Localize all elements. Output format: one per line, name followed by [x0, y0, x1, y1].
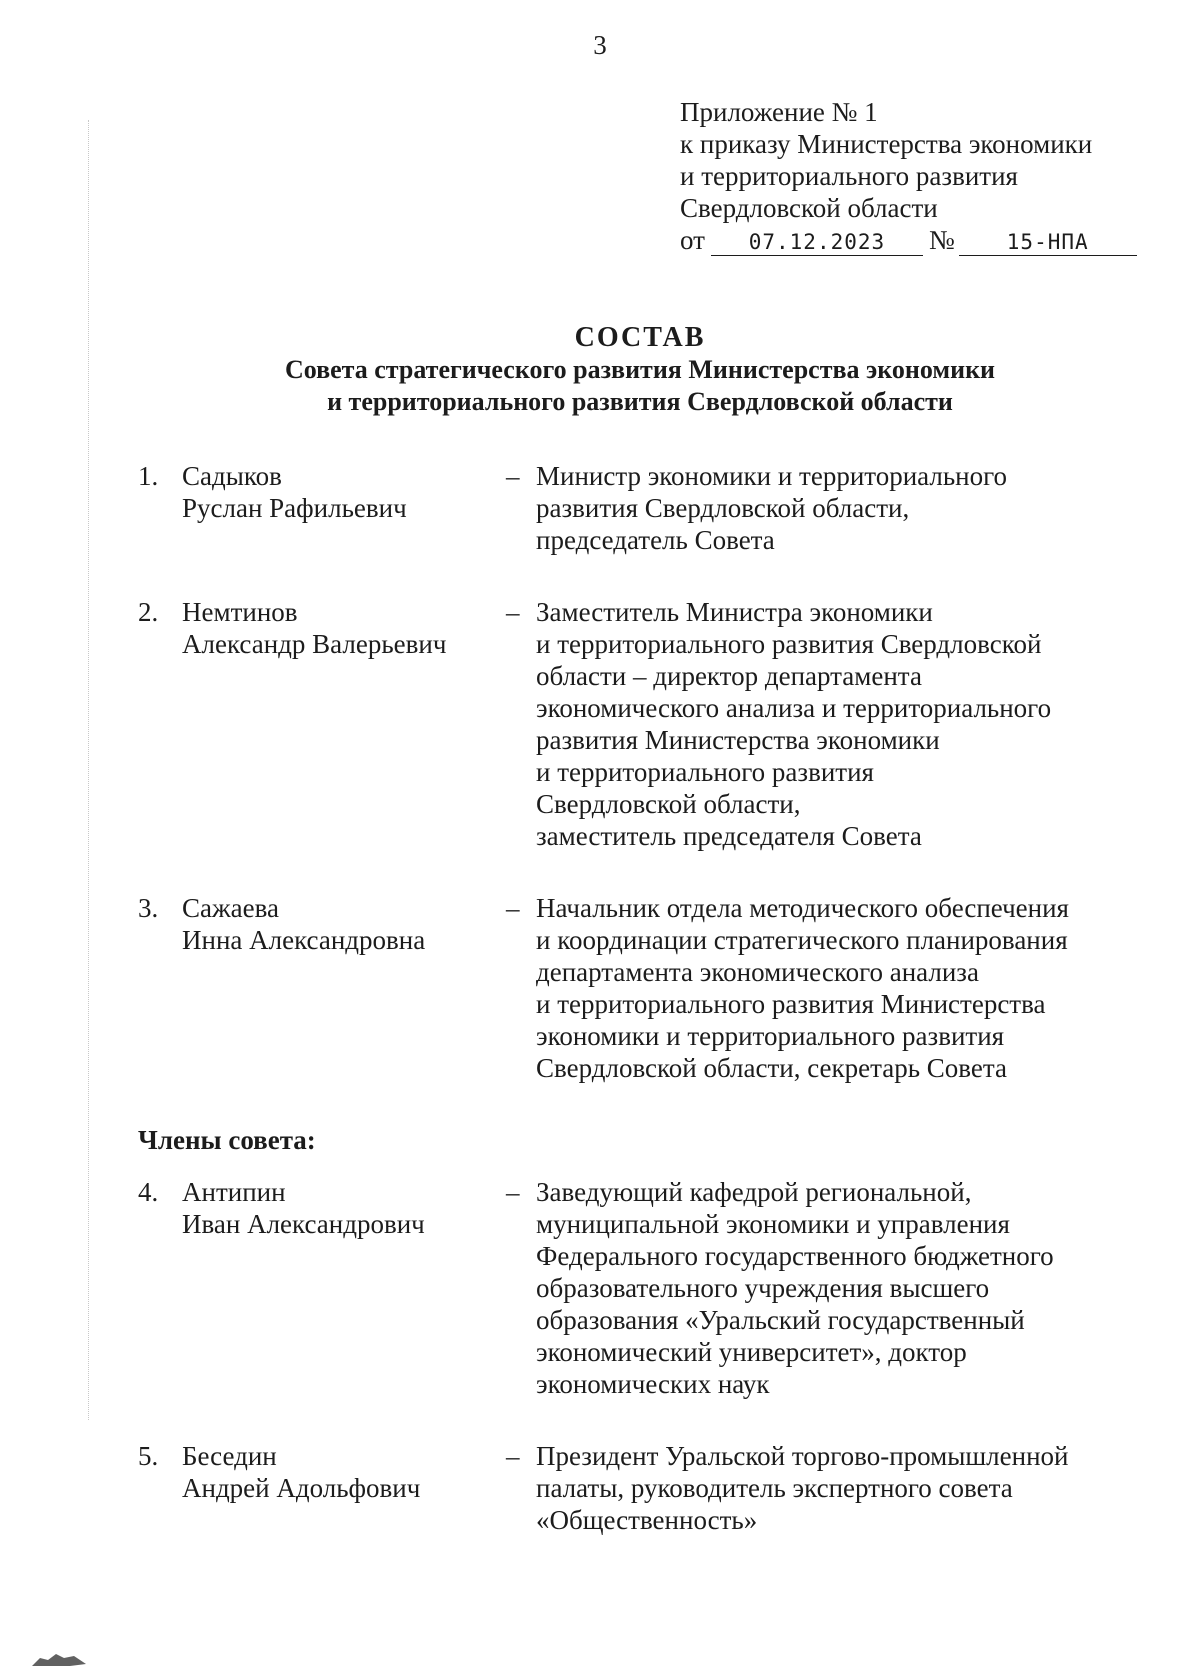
list-item [138, 460, 1128, 556]
member-role: Министр экономики и территориального развития Свердловской области, председатель Совета [536, 461, 1008, 555]
dash: – [506, 461, 520, 491]
member-surname: Сажаева [182, 893, 279, 923]
order-number-handwritten: 15-НПА [959, 229, 1137, 256]
member-given-name: Иван Александрович [182, 1209, 425, 1239]
section-label-members: Члены совета: [138, 1125, 316, 1155]
members-list [138, 460, 1128, 1576]
member-role: Президент Уральской торгово-промышленной палаты, руководитель экспертного совета «Общественность» [536, 1441, 1069, 1535]
member-name [182, 460, 506, 556]
member-number: 2. [138, 597, 159, 627]
member-surname: Беседин [182, 1441, 277, 1471]
order-date-handwritten: 07.12.2023 [711, 229, 923, 256]
dash: – [506, 1441, 520, 1471]
dash: – [506, 597, 520, 627]
scan-margin-marks [88, 120, 92, 1420]
member-surname: Садыков [182, 461, 282, 491]
appendix-line: и территориального развития [680, 161, 1018, 191]
dash: – [506, 893, 520, 923]
appendix-block [680, 96, 1137, 256]
date-prefix: от [680, 225, 705, 255]
member-number: 5. [138, 1441, 159, 1471]
appendix-line: к приказу Министерства экономики [680, 129, 1093, 159]
appendix-line: Свердловской области [680, 193, 938, 223]
heading-title: СОСТАВ [574, 322, 706, 353]
list-item [138, 1440, 1128, 1536]
number-prefix: № [928, 225, 955, 255]
dash: – [506, 1177, 520, 1207]
heading-subtitle: Совета стратегического развития Министерства экономики [284, 355, 996, 384]
member-surname: Антипин [182, 1177, 286, 1207]
member-name [182, 892, 506, 1084]
page-number: 3 [593, 30, 607, 60]
member-given-name: Инна Александровна [182, 925, 426, 955]
member-role: Заведующий кафедрой региональной, муниципальной экономики и управления Федерального государственного бюджетного образовательного учреждения высшего образования «Уральский государственный экономический университет», доктор экономических наук [536, 1177, 1054, 1399]
member-name [182, 1176, 506, 1400]
member-given-name: Руслан Рафильевич [182, 493, 407, 523]
member-number: 1. [138, 461, 159, 491]
heading-subtitle: и территориального развития Свердловской области [327, 387, 953, 416]
member-role: Заместитель Министра экономики и территориального развития Свердловской области – директор департамента экономического анализа и территориального развития Министерства экономики и территориального развития Свердловской области, заместитель председателя Совета [536, 597, 1052, 851]
member-number: 3. [138, 893, 159, 923]
member-name [182, 1440, 506, 1536]
member-given-name: Александр Валерьевич [182, 629, 447, 659]
member-name [182, 596, 506, 852]
member-number: 4. [138, 1177, 159, 1207]
document-heading [0, 322, 1200, 418]
list-item [138, 596, 1128, 852]
order-date-number-row [680, 224, 1137, 256]
member-surname: Немтинов [182, 597, 298, 627]
list-item [138, 892, 1128, 1084]
member-given-name: Андрей Адольфович [182, 1473, 421, 1503]
list-item [138, 1176, 1128, 1400]
member-role: Начальник отдела методического обеспечения и координации стратегического планирования департамента экономического анализа и территориального развития Министерства экономики и территориального развития Свердловской области, секретарь Совета [536, 893, 1069, 1083]
scan-smudge-mark [30, 1648, 90, 1668]
appendix-line: Приложение № 1 [680, 97, 878, 127]
